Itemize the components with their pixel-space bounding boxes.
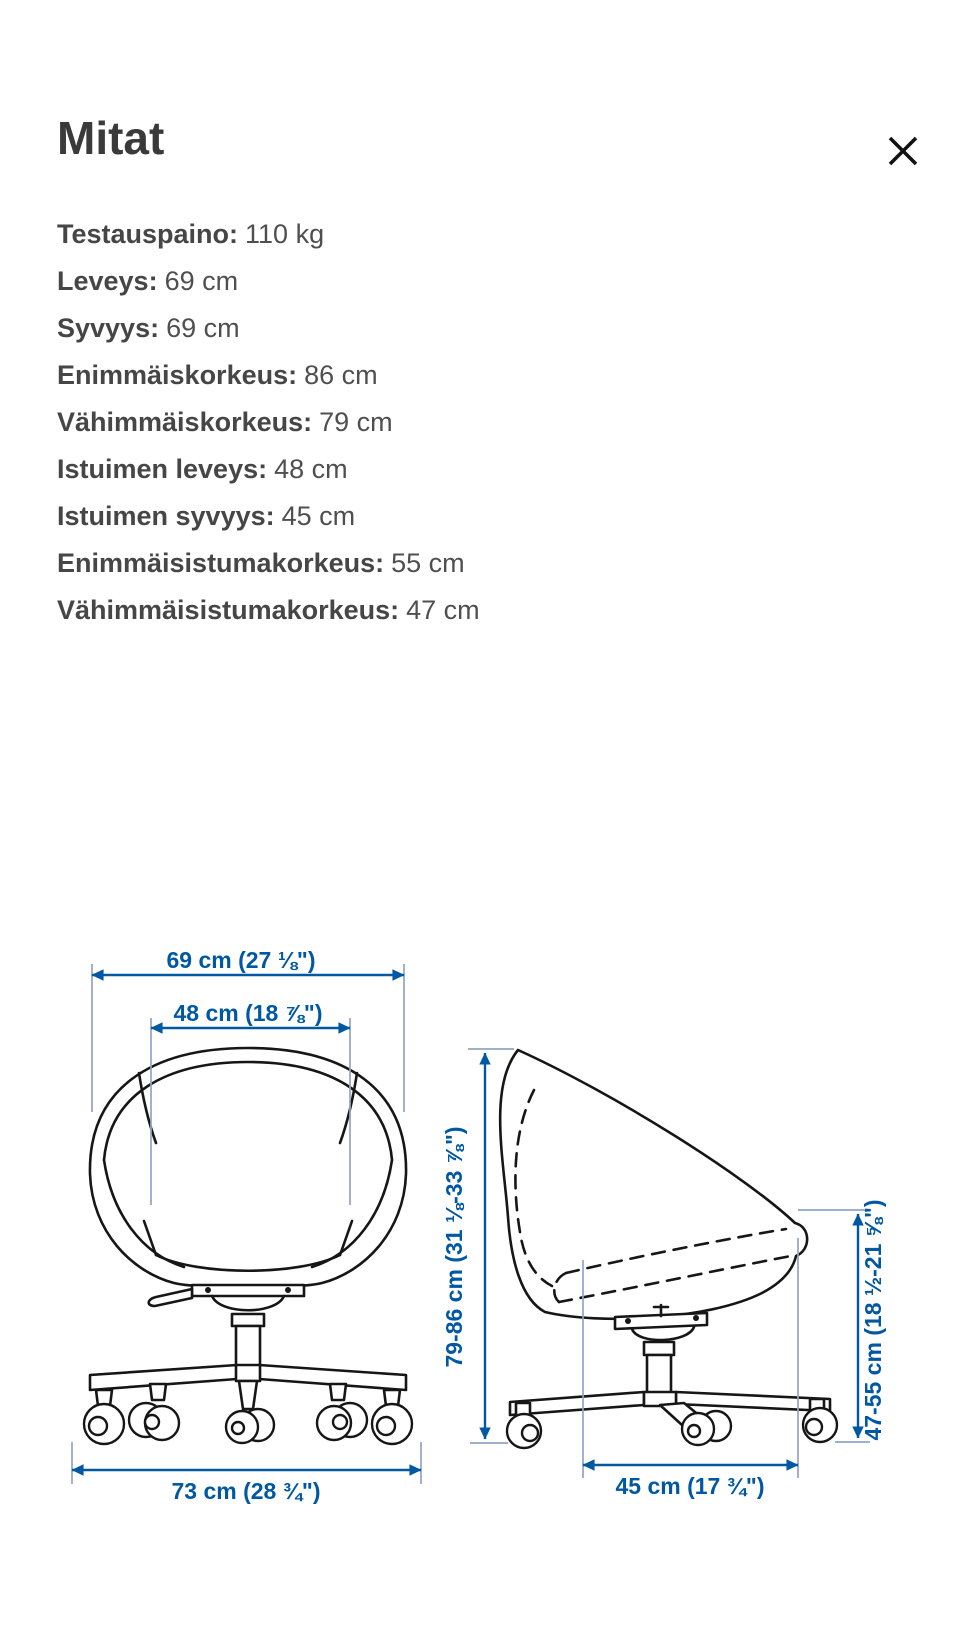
spec-label: Istuimen leveys: [57, 454, 268, 484]
spec-value: 69 cm [164, 266, 239, 296]
spec-row [57, 211, 960, 258]
spec-row [57, 399, 960, 446]
spec-row [57, 587, 960, 634]
spec-label: Enimmäiskorkeus: [57, 360, 298, 390]
close-button[interactable] [880, 128, 926, 174]
spec-value: 110 kg [245, 219, 325, 249]
dim-label-overall-height: 79-86 cm (31 ⅛-33 ⅞") [441, 1126, 467, 1368]
spec-label: Istuimen syvyys: [57, 501, 275, 531]
spec-label: Syvyys: [57, 313, 160, 343]
spec-label: Vähimmäiskorkeus: [57, 407, 313, 437]
spec-value: 47 cm [406, 595, 480, 625]
page-title: Mitat [57, 112, 165, 164]
spec-value: 79 cm [319, 407, 393, 437]
spec-row [57, 446, 960, 493]
chair-side-view [500, 1050, 837, 1448]
dimensions-modal [0, 112, 960, 1504]
spec-list [57, 211, 960, 634]
chair-front-view [84, 1048, 412, 1444]
spec-row [57, 352, 960, 399]
dim-label-seat-depth: 45 cm (17 ¾") [615, 1473, 765, 1499]
spec-value: 55 cm [391, 548, 465, 578]
dim-label-overall-width: 69 cm (27 ⅛") [166, 947, 316, 973]
dim-label-base-width: 73 cm (28 ¾") [171, 1478, 321, 1504]
close-icon [885, 133, 921, 169]
dimension-diagram [40, 922, 940, 1542]
spec-value: 48 cm [274, 454, 348, 484]
dim-label-seat-width: 48 cm (18 ⅞") [173, 1000, 323, 1026]
spec-value: 69 cm [166, 313, 240, 343]
spec-label: Vähimmäisistumakorkeus: [57, 595, 400, 625]
spec-label: Testauspaino: [57, 219, 239, 249]
spec-label: Leveys: [57, 266, 158, 296]
spec-label: Enimmäisistumakorkeus: [57, 548, 385, 578]
spec-row [57, 493, 960, 540]
spec-value: 86 cm [304, 360, 378, 390]
spec-row [57, 540, 960, 587]
spec-row [57, 305, 960, 352]
dim-label-seat-height: 47-55 cm (18 ½-21 ⅝") [860, 1199, 886, 1441]
spec-value: 45 cm [281, 501, 356, 531]
spec-row [57, 258, 960, 305]
